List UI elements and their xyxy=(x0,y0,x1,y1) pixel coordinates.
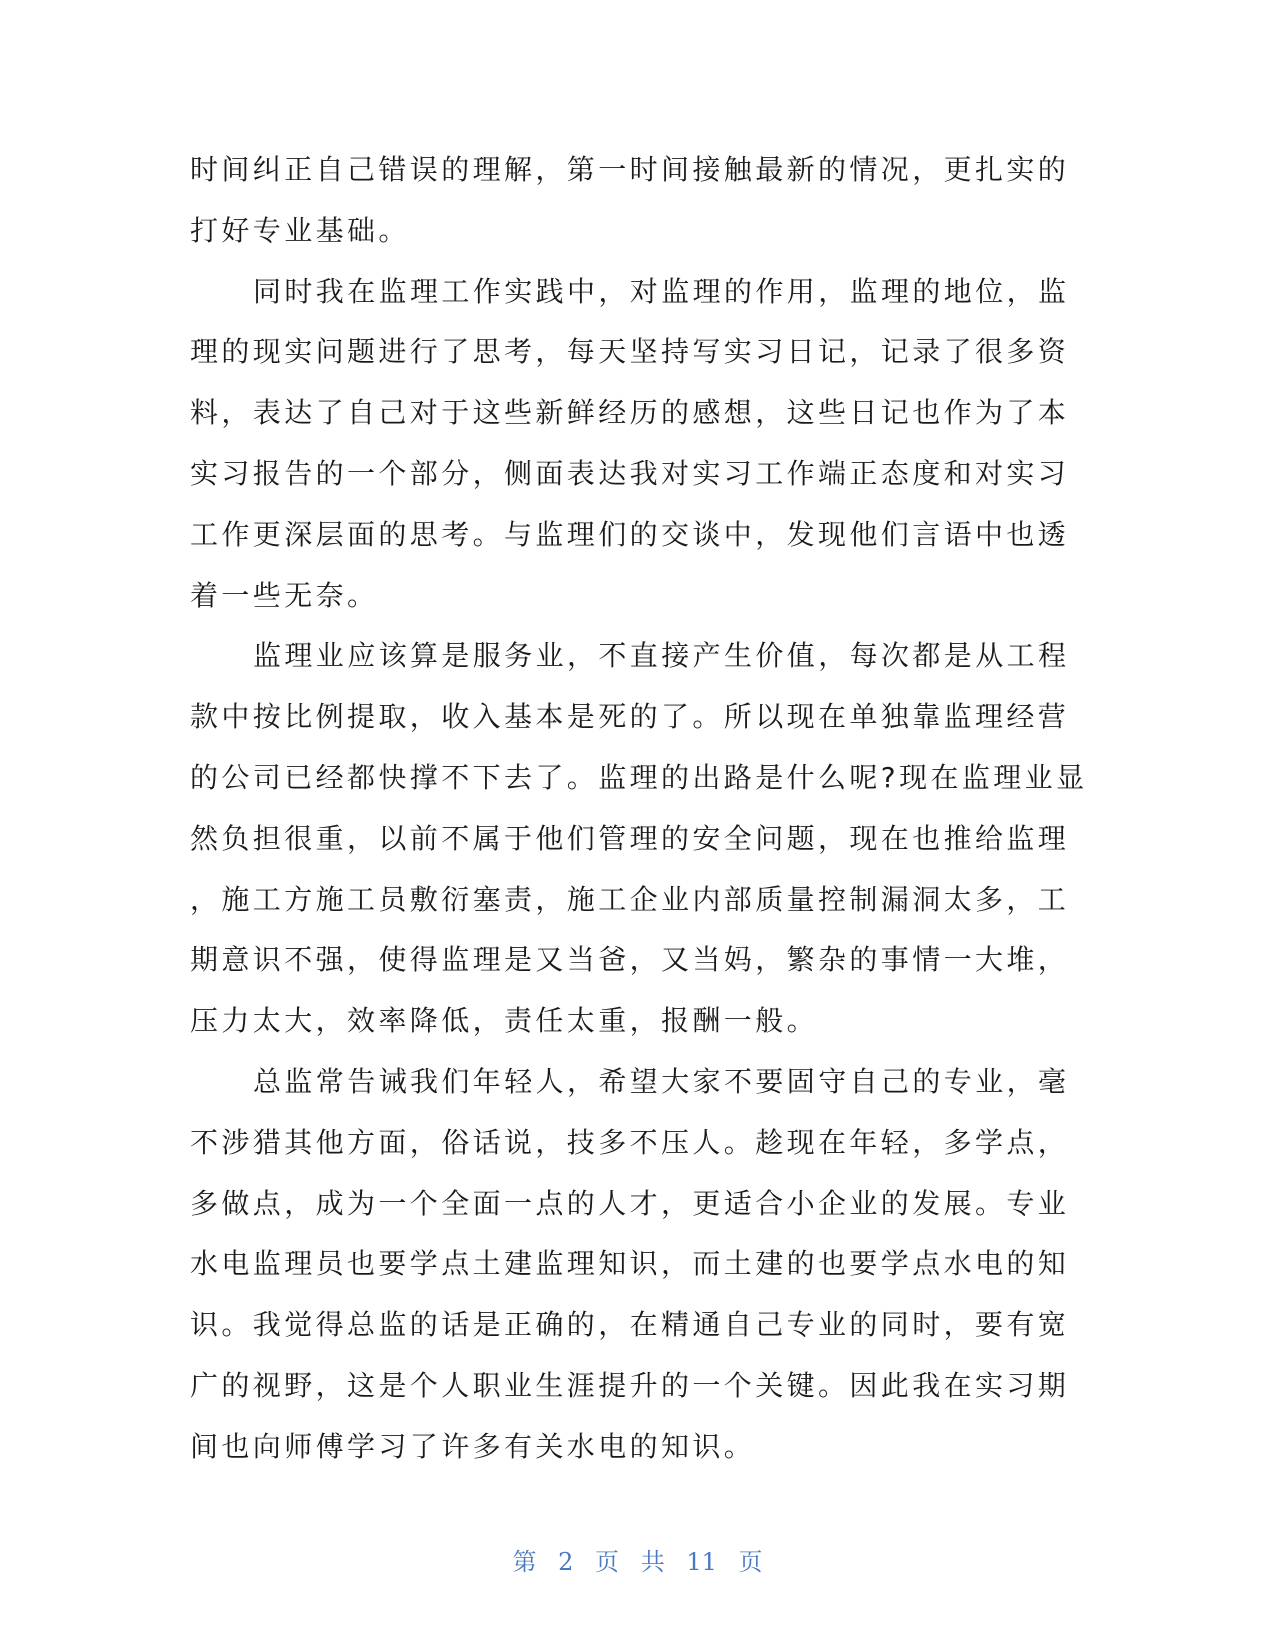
paragraph-start-line: 同时我在监理工作实践中，对监理的作用，监理的地位，监 xyxy=(253,274,1070,308)
text-line: 款中按比例提取，收入基本是死的了。所以现在单独靠监理经营 xyxy=(190,700,1070,734)
text-line: 水电监理员也要学点土建监理知识，而土建的也要学点水电的知 xyxy=(190,1247,1070,1281)
footer-prefix: 第 xyxy=(512,1548,537,1576)
text-line: 理的现实问题进行了思考，每天坚持写实习日记，记录了很多资 xyxy=(190,335,1070,369)
text-line: 不涉猎其他方面，俗话说，技多不压人。趁现在年轻，多学点， xyxy=(190,1125,1070,1159)
text-line: 料，表达了自己对于这些新鲜经历的感想，这些日记也作为了本 xyxy=(190,396,1070,430)
text-line: 打好专业基础。 xyxy=(190,213,410,247)
text-line: 间也向师傅学习了许多有关水电的知识。 xyxy=(190,1429,756,1463)
text-line: 压力太大，效率降低，责任太重，报酬一般。 xyxy=(190,1004,819,1038)
footer-total-word: 共 xyxy=(640,1548,665,1576)
text-line: 时间纠正自己错误的理解，第一时间接触最新的情况，更扎实的 xyxy=(190,153,1070,186)
page-footer xyxy=(0,1542,1275,1577)
total-pages-number: 11 xyxy=(686,1548,717,1576)
document-body xyxy=(190,140,1088,1478)
paragraph-start-line: 总监常告诫我们年轻人，希望大家不要固守自己的专业，毫 xyxy=(253,1064,1070,1098)
text-line: 期意识不强，使得监理是又当爸，又当妈，繁杂的事情一大堆， xyxy=(190,943,1070,977)
text-line: 工作更深层面的思考。与监理们的交谈中，发现他们言语中也透 xyxy=(190,517,1070,551)
text-line: 的公司已经都快撑不下去了。监理的出路是什么呢?现在监理业显 xyxy=(190,760,1088,794)
paragraph-start-line: 监理业应该算是服务业，不直接产生价值，每次都是从工程 xyxy=(253,639,1070,673)
text-line: 识。我觉得总监的话是正确的，在精通自己专业的同时，要有宽 xyxy=(190,1308,1070,1342)
text-line: 多做点，成为一个全面一点的人才，更适合小企业的发展。专业 xyxy=(190,1186,1070,1220)
text-line: 然负担很重，以前不属于他们管理的安全问题，现在也推给监理 xyxy=(190,821,1070,855)
footer-suffix: 页 xyxy=(738,1548,763,1576)
current-page-number: 2 xyxy=(558,1548,574,1576)
text-line: 着一些无奈。 xyxy=(190,578,379,612)
text-line: ，施工方施工员敷衍塞责，施工企业内部质量控制漏洞太多，工 xyxy=(190,882,1070,916)
text-line: 实习报告的一个部分，侧面表达我对实习工作端正态度和对实习 xyxy=(190,456,1070,490)
footer-page-word: 页 xyxy=(595,1548,620,1576)
text-line: 广的视野，这是个人职业生涯提升的一个关键。因此我在实习期 xyxy=(190,1368,1070,1402)
